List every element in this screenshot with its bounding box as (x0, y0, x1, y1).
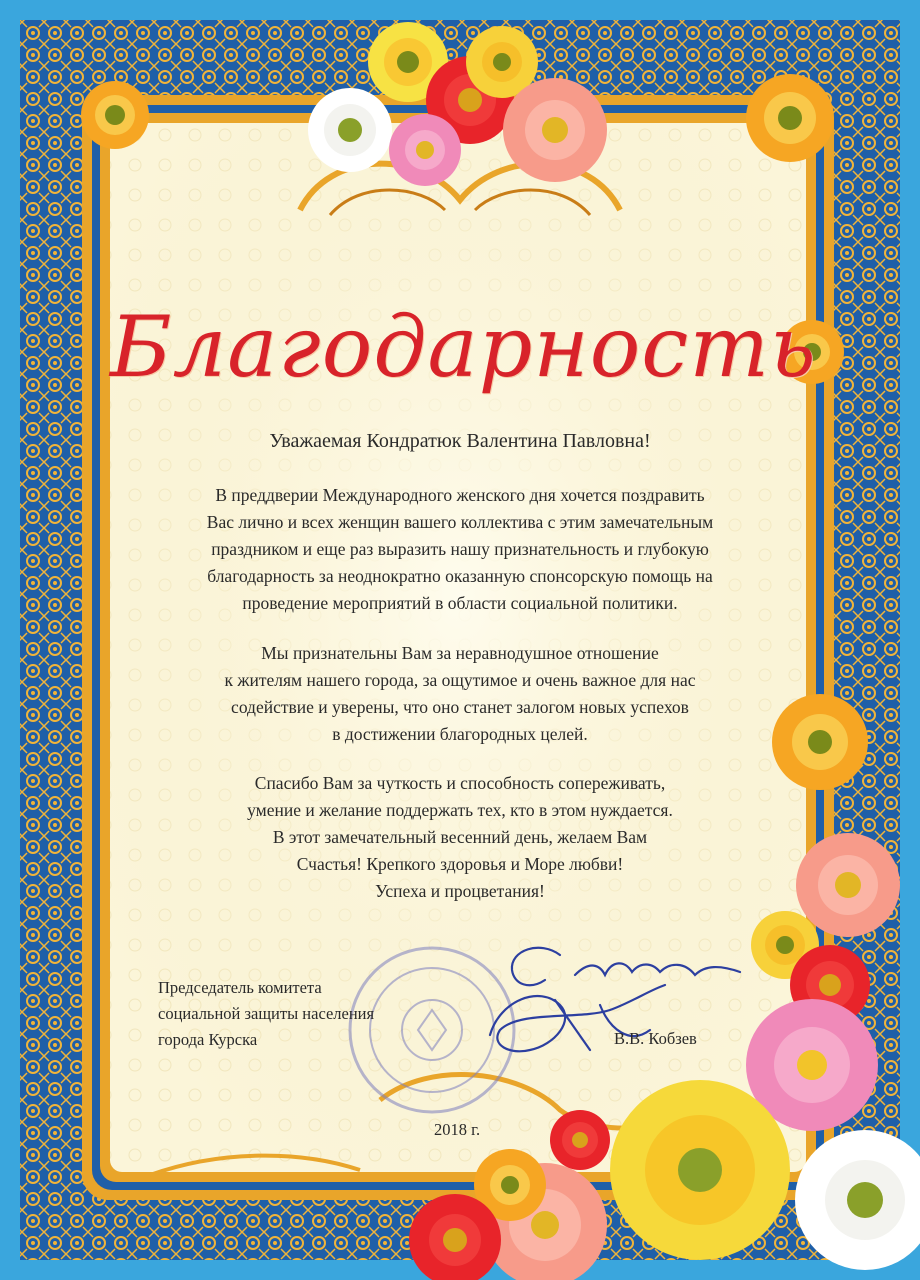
text-line: Успеха и процветания! (375, 881, 545, 901)
document-title: Благодарность (110, 298, 817, 396)
paragraph-2 (120, 640, 800, 748)
text-line: Вас лично и всех женщин вашего коллектива с этим замечательным (206, 512, 714, 532)
text-line: содействие и уверены, что оно станет залогом новых успехов (231, 697, 689, 717)
text-line: Спасибо Вам за чуткость и способность сопереживать, (254, 773, 666, 793)
signatory-position-line: города Курска (158, 1030, 258, 1049)
text-line: благодарность за неоднократно оказанную спонсорскую помощь на (207, 566, 713, 586)
text-line: В преддверии Международного женского дня хочется поздравить (215, 485, 705, 505)
text-line: праздником и еще раз выразить нашу признательность и глубокую (211, 539, 709, 559)
greeting: Уважаемая Кондратюк Валентина Павловна! (269, 430, 651, 452)
paragraph-1 (120, 482, 800, 617)
signatory-name: В.В. Кобзев (614, 1029, 697, 1048)
text-line: проведение мероприятий в области социальной политики. (242, 593, 678, 613)
document-year: 2018 г. (434, 1120, 481, 1139)
text-line: В этот замечательный весенний день, желаем Вам (272, 827, 648, 847)
paragraph-3 (120, 770, 800, 905)
signatory-position-line: Председатель комитета (158, 978, 322, 997)
text-line: к жителям нашего города, за ощутимое и очень важное для нас (224, 670, 696, 690)
text-line: в достижении благородных целей. (332, 724, 588, 744)
text-line: Мы признательны Вам за неравнодушное отношение (261, 643, 659, 663)
signatory-position (158, 975, 374, 1053)
signatory-position-line: социальной защиты населения (158, 1004, 375, 1023)
text-line: Счастья! Крепкого здоровья и Море любви! (296, 854, 624, 874)
text-line: умение и желание поддержать тех, кто в этом нуждается. (247, 800, 673, 820)
